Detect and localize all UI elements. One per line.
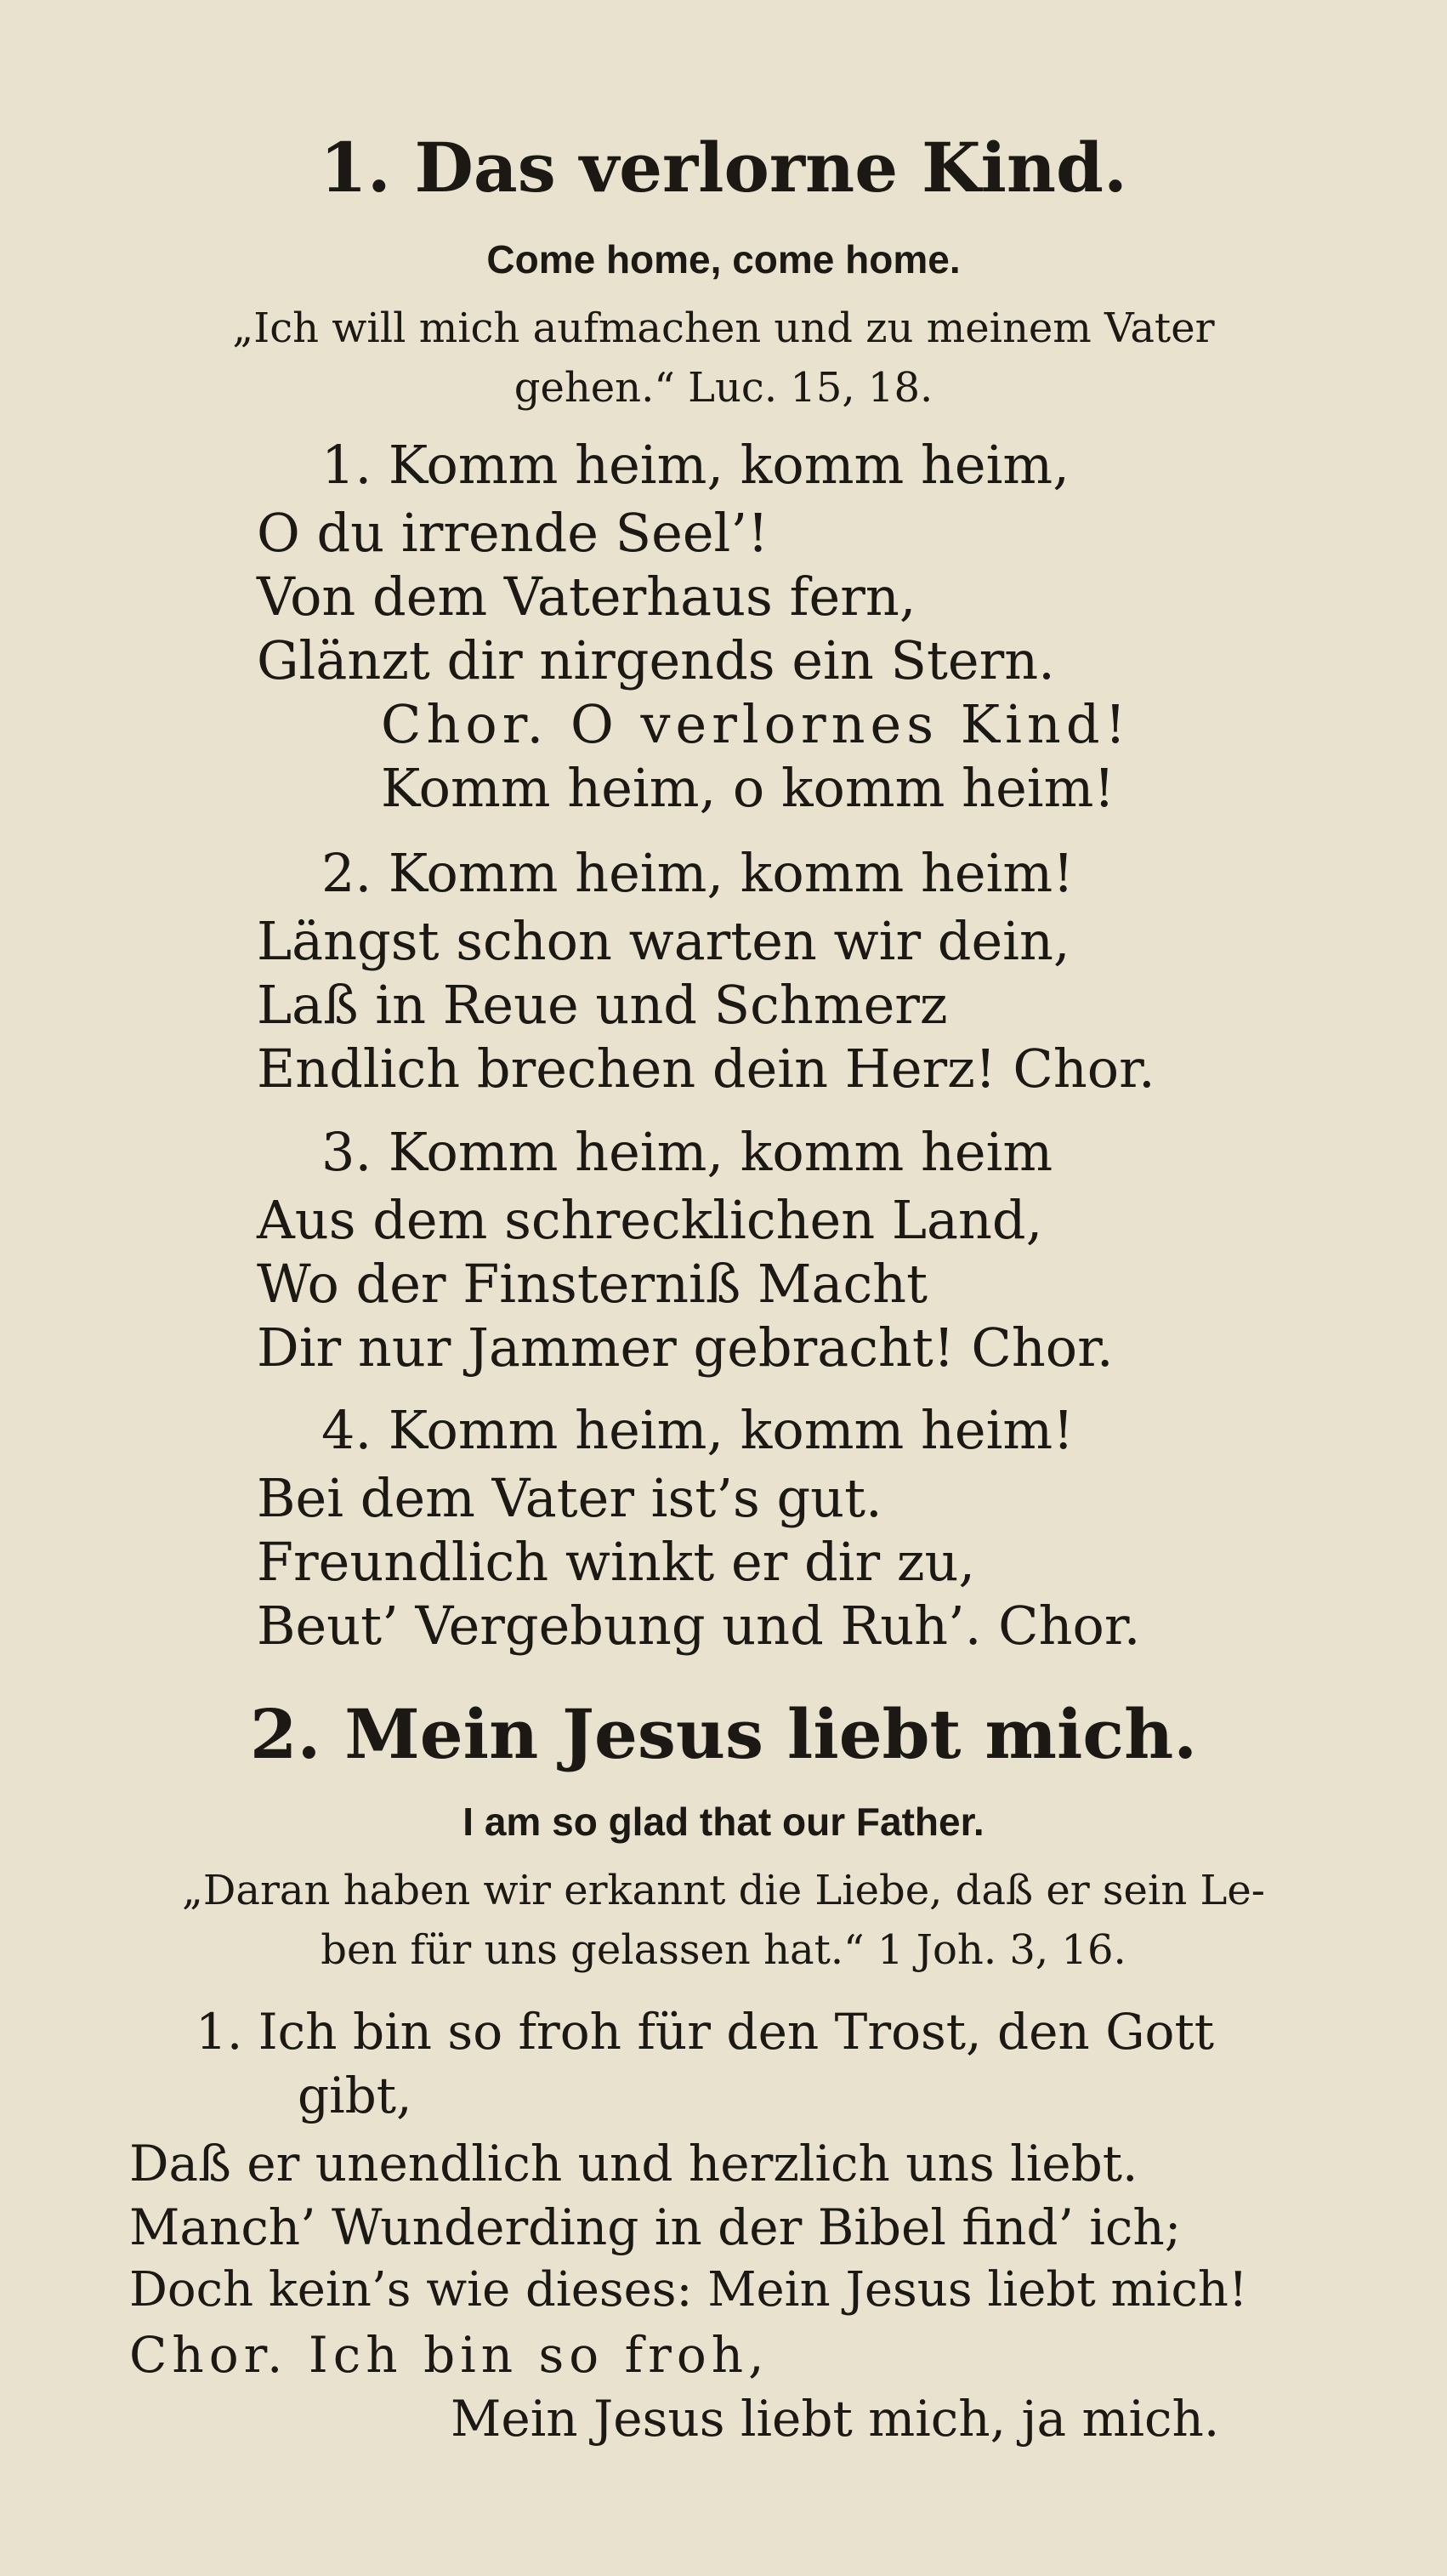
hymn-1-verse-4-line-3: Freundlich winkt er dir zu, (257, 1531, 976, 1593)
hymn-1-verse-1-line-4: Glänzt dir nirgends ein Stern. (257, 629, 1055, 691)
hymn-1-verse-3-line-3: Wo der Finsterniß Macht (257, 1253, 928, 1315)
hymn-1-english-title: Come home, come home. (486, 237, 961, 281)
hymn-1-chorus-line-1: Chor. O verlornes Kind! (381, 693, 1132, 755)
hymn-1-verse-1-line-3: Von dem Vaterhaus fern, (257, 566, 916, 628)
hymn-1-verse-2-line-4: Endlich brechen dein Herz! Chor. (257, 1038, 1155, 1100)
hymn-2-scripture-line-1: „Daran haben wir erkannt die Liebe, daß er sein Le- (182, 1867, 1265, 1914)
hymn-1-verse-2-line-2: Längst schon warten wir dein, (257, 910, 1070, 972)
hymn-1-verse-4-line-4: Beut’ Vergebung und Ruh’. Chor. (257, 1595, 1141, 1657)
hymn-2-english-title: I am so glad that our Father. (462, 1800, 985, 1844)
hymn-2-title: 2. Mein Jesus liebt mich. (249, 1694, 1198, 1774)
hymn-2-scripture-line-2: ben für uns gelassen hat.“ 1 Joh. 3, 16. (321, 1926, 1126, 1974)
hymn-1-chorus-line-2: Komm heim, o komm heim! (381, 757, 1115, 819)
hymn-1-verse-4-line-2: Bei dem Vater ist’s gut. (257, 1467, 882, 1529)
hymn-2-verse-1-line-1-continued: gibt, (298, 2067, 412, 2124)
hymn-1-verse-3-line-2: Aus dem schrecklichen Land, (257, 1189, 1043, 1251)
hymn-1-verse-2-line-1: 2. Komm heim, komm heim! (321, 842, 1075, 904)
hymn-2-verse-1-line-1: 1. Ich bin so froh für den Trost, den Gott (196, 2003, 1215, 2061)
hymn-1-title: 1. Das verlorne Kind. (320, 128, 1127, 208)
hymn-1-verse-3-line-1: 3. Komm heim, komm heim (321, 1121, 1053, 1183)
hymn-2-chorus-line-1: Chor. Ich bin so froh, (129, 2326, 769, 2384)
hymn-2-chorus-line-2: Mein Jesus liebt mich, ja mich. (451, 2390, 1220, 2448)
hymn-2-verse-1-line-2: Daß er unendlich und herzlich uns liebt. (129, 2135, 1138, 2192)
hymn-2-verse-1-line-4: Doch kein’s wie dieses: Mein Jesus liebt mich! (129, 2262, 1248, 2317)
hymn-1-scripture-line-1: „Ich will mich aufmachen und zu meinem Vater (232, 304, 1215, 352)
hymn-1-verse-4-line-1: 4. Komm heim, komm heim! (321, 1399, 1075, 1461)
hymn-1-verse-2-line-3: Laß in Reue und Schmerz (257, 974, 948, 1036)
hymn-1-verse-3-line-4: Dir nur Jammer gebracht! Chor. (257, 1316, 1114, 1379)
hymn-2-verse-1-line-3: Manch’ Wunderding in der Bibel find’ ich; (129, 2198, 1182, 2256)
hymn-1-scripture-line-2: gehen.“ Luc. 15, 18. (514, 364, 933, 412)
hymn-1-verse-1-line-2: O du irrende Seel’! (257, 502, 769, 564)
hymn-1-verse-1-line-1: 1. Komm heim, komm heim, (321, 434, 1070, 496)
